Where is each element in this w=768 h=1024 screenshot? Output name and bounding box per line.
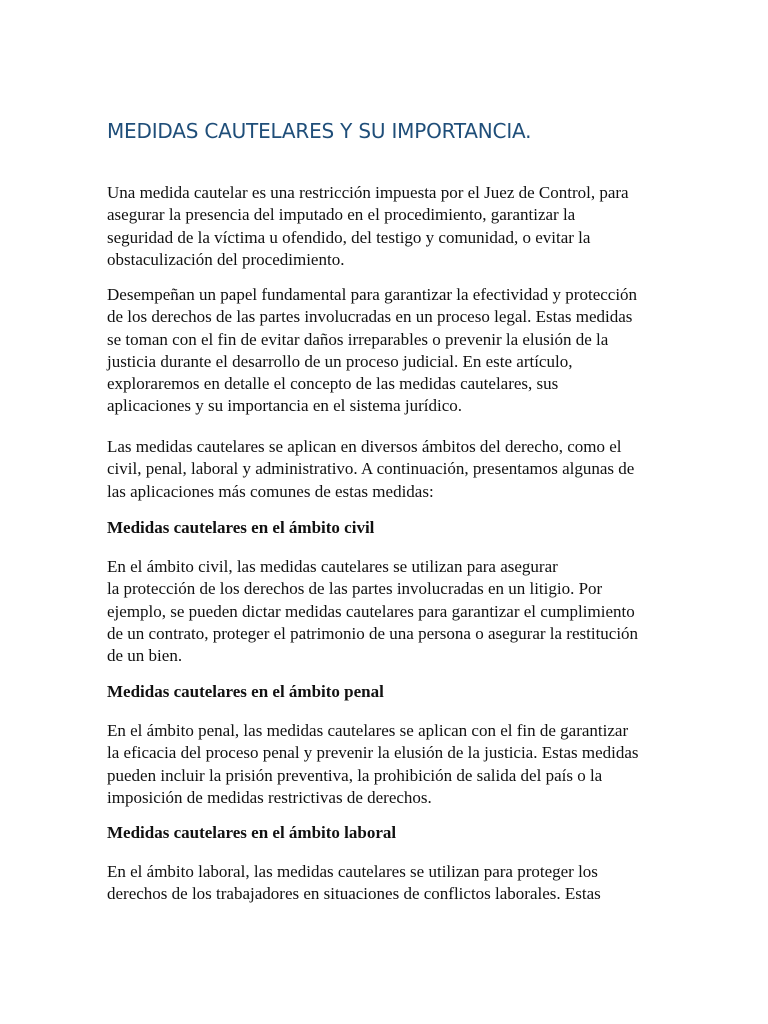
text-line: seguridad de la víctima u ofendido, del testigo y comunidad, o evitar la [107,227,591,247]
text-line: imposición de medidas restrictivas de derechos. [107,787,432,807]
document-title: MEDIDAS CAUTELARES Y SU IMPORTANCIA. [107,119,532,143]
text-line: pueden incluir la prisión preventiva, la prohibición de salida del país o la [107,765,603,785]
text-line: civil, penal, laboral y administrativo. A continuación, presentamos algunas de [107,459,635,479]
text-line: derechos de los trabajadores en situaciones de conflictos laborales. Estas [107,884,601,904]
text-line: la eficacia del proceso penal y prevenir la elusión de la justicia. Estas medidas [107,743,639,763]
text-line: exploraremos en detalle el concepto de las medidas cautelares, sus [107,374,559,394]
text-line: asegurar la presencia del imputado en el procedimiento, garantizar la [107,205,576,225]
text-line: de un bien. [107,646,183,666]
heading-civil: Medidas cautelares en el ámbito civil [107,518,375,537]
text-line: En el ámbito penal, las medidas cautelares se aplican con el fin de garantizar [107,721,629,740]
paragraph-role [107,284,667,418]
text-line: se toman con el fin de evitar daños irreparables o prevenir la elusión de la [107,329,609,349]
text-line: aplicaciones y su importancia en el sistema jurídico. [107,396,462,416]
text-line: Las medidas cautelares se aplican en diversos ámbitos del derecho, como el [107,437,622,456]
heading-penal: Medidas cautelares en el ámbito penal [107,682,384,701]
text-line: de un contrato, proteger el patrimonio de una persona o asegurar la restitución [107,623,639,643]
text-line: Una medida cautelar es una restricción impuesta por el Juez de Control, para [107,183,629,202]
text-line: de los derechos de las partes involucradas en un proceso legal. Estas medidas [107,307,633,327]
paragraph-civil [107,556,667,667]
paragraph-laboral [107,861,667,906]
text-line: En el ámbito civil, las medidas cautelares se utilizan para asegurar [107,557,558,576]
text-line: Desempeñan un papel fundamental para garantizar la efectividad y protección [107,285,638,304]
text-line: obstaculización del procedimiento. [107,249,345,269]
text-line: ejemplo, se pueden dictar medidas cautelares para garantizar el cumplimiento [107,601,635,621]
paragraph-penal [107,720,667,809]
text-line: la protección de los derechos de las partes involucradas en un litigio. Por [107,579,603,599]
heading-laboral: Medidas cautelares en el ámbito laboral [107,823,397,842]
text-line: justicia durante el desarrollo de un proceso judicial. En este artículo, [107,351,573,371]
paragraph-definition [107,182,667,271]
text-line: las aplicaciones más comunes de estas medidas: [107,481,434,501]
text-line: En el ámbito laboral, las medidas cautelares se utilizan para proteger los [107,862,598,881]
paragraph-applications [107,436,667,503]
